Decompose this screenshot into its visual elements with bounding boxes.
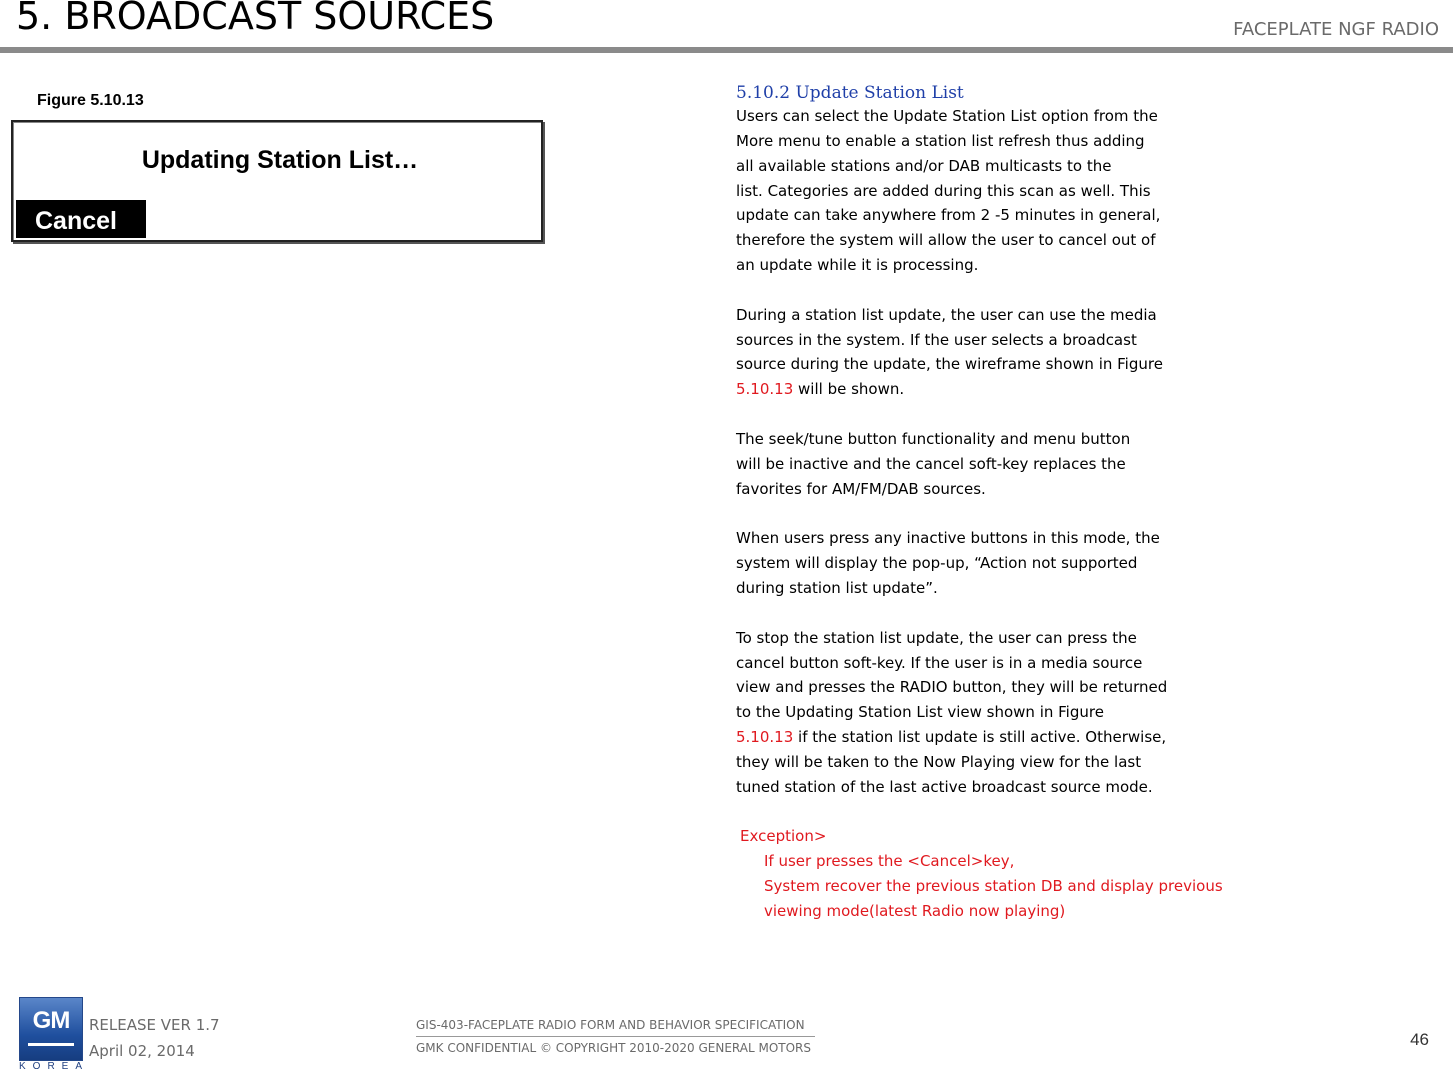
page-title: 5. BROADCAST SOURCES [16, 0, 495, 38]
gm-logo-text: GM [32, 1007, 70, 1034]
text-line: will be shown. [793, 380, 905, 399]
text-line: sources in the system. If the user selects a broadcast [736, 330, 1137, 349]
text-line: tuned station of the last active broadcast source mode. [736, 777, 1153, 796]
text-line: to the Updating Station List view shown in Figure [736, 703, 1104, 722]
release-date: April 02, 2014 [89, 1042, 195, 1060]
exception-line: If user presses the <Cancel>key, [764, 852, 1015, 871]
text-line: view and presses the RADIO button, they will be returned [736, 678, 1168, 697]
text-line: during station list update”. [736, 579, 938, 598]
exception-line: System recover the previous station DB and display previous [764, 877, 1223, 896]
paragraph-inactive-buttons [736, 427, 1336, 502]
text-line: list. Categories are added during this scan as well. This [736, 181, 1151, 200]
figure-reference-link[interactable]: 5.10.13 [736, 728, 794, 747]
text-line: During a station list update, the user can use the media [736, 305, 1157, 324]
release-info [89, 1012, 220, 1064]
updating-station-list-wireframe [11, 120, 543, 242]
document-label: FACEPLATE NGF RADIO [1233, 19, 1439, 40]
korea-wordmark: KOREA [19, 1061, 90, 1072]
text-line: all available stations and/or DAB multicasts to the [736, 156, 1112, 175]
text-line: To stop the station list update, the user can press the [736, 628, 1137, 647]
exception-line: viewing mode(latest Radio now playing) [764, 902, 1066, 920]
figure-reference-link[interactable]: 5.10.13 [736, 380, 794, 399]
text-line: cancel button soft-key. If the user is in a media source [736, 653, 1143, 672]
text-line: system will display the pop-up, “Action not supported [736, 554, 1138, 573]
paragraph-media-sources [736, 303, 1336, 402]
figure-label: Figure 5.10.13 [37, 92, 144, 109]
exception-label: Exception> [740, 827, 827, 846]
text-line: When users press any inactive buttons in this mode, the [736, 529, 1160, 548]
paragraph-popup [736, 526, 1336, 601]
gm-logo [19, 997, 83, 1061]
cancel-softkey-button[interactable]: Cancel [16, 200, 146, 238]
text-line: favorites for AM/FM/DAB sources. [736, 479, 986, 498]
text-line: an update while it is processing. [736, 256, 979, 275]
text-line: source during the update, the wireframe shown in Figure [736, 355, 1163, 374]
text-line: More menu to enable a station list refresh thus adding [736, 131, 1145, 150]
text-line: update can take anywhere from 2 -5 minutes in general, [736, 206, 1161, 225]
release-version: RELEASE VER 1.7 [89, 1016, 220, 1034]
footer-spec [416, 1014, 815, 1059]
text-line: if the station list update is still active. Otherwise, [793, 728, 1167, 747]
wireframe-title: Updating Station List… [141, 146, 419, 174]
text-line: they will be taken to the Now Playing view for the last [736, 752, 1142, 771]
text-line: will be inactive and the cancel soft-key replaces the [736, 454, 1126, 473]
page-number: 46 [1410, 1030, 1429, 1049]
section-body [736, 104, 1336, 924]
text-line: therefore the system will allow the user to cancel out of [736, 231, 1156, 250]
text-line: The seek/tune button functionality and menu button [736, 429, 1131, 448]
spec-title: GIS-403-FACEPLATE RADIO FORM AND BEHAVIOR SPECIFICATION [416, 1014, 815, 1037]
paragraph-update-intro [736, 104, 1336, 278]
confidential-notice: GMK CONFIDENTIAL © COPYRIGHT 2010-2020 GENERAL MOTORS [416, 1041, 811, 1055]
text-line: Users can select the Update Station List option from the [736, 107, 1158, 125]
paragraph-stop-update [736, 626, 1336, 800]
header-rule [0, 47, 1453, 53]
section-heading: 5.10.2 Update Station List [736, 83, 964, 103]
exception-note [736, 824, 1336, 923]
